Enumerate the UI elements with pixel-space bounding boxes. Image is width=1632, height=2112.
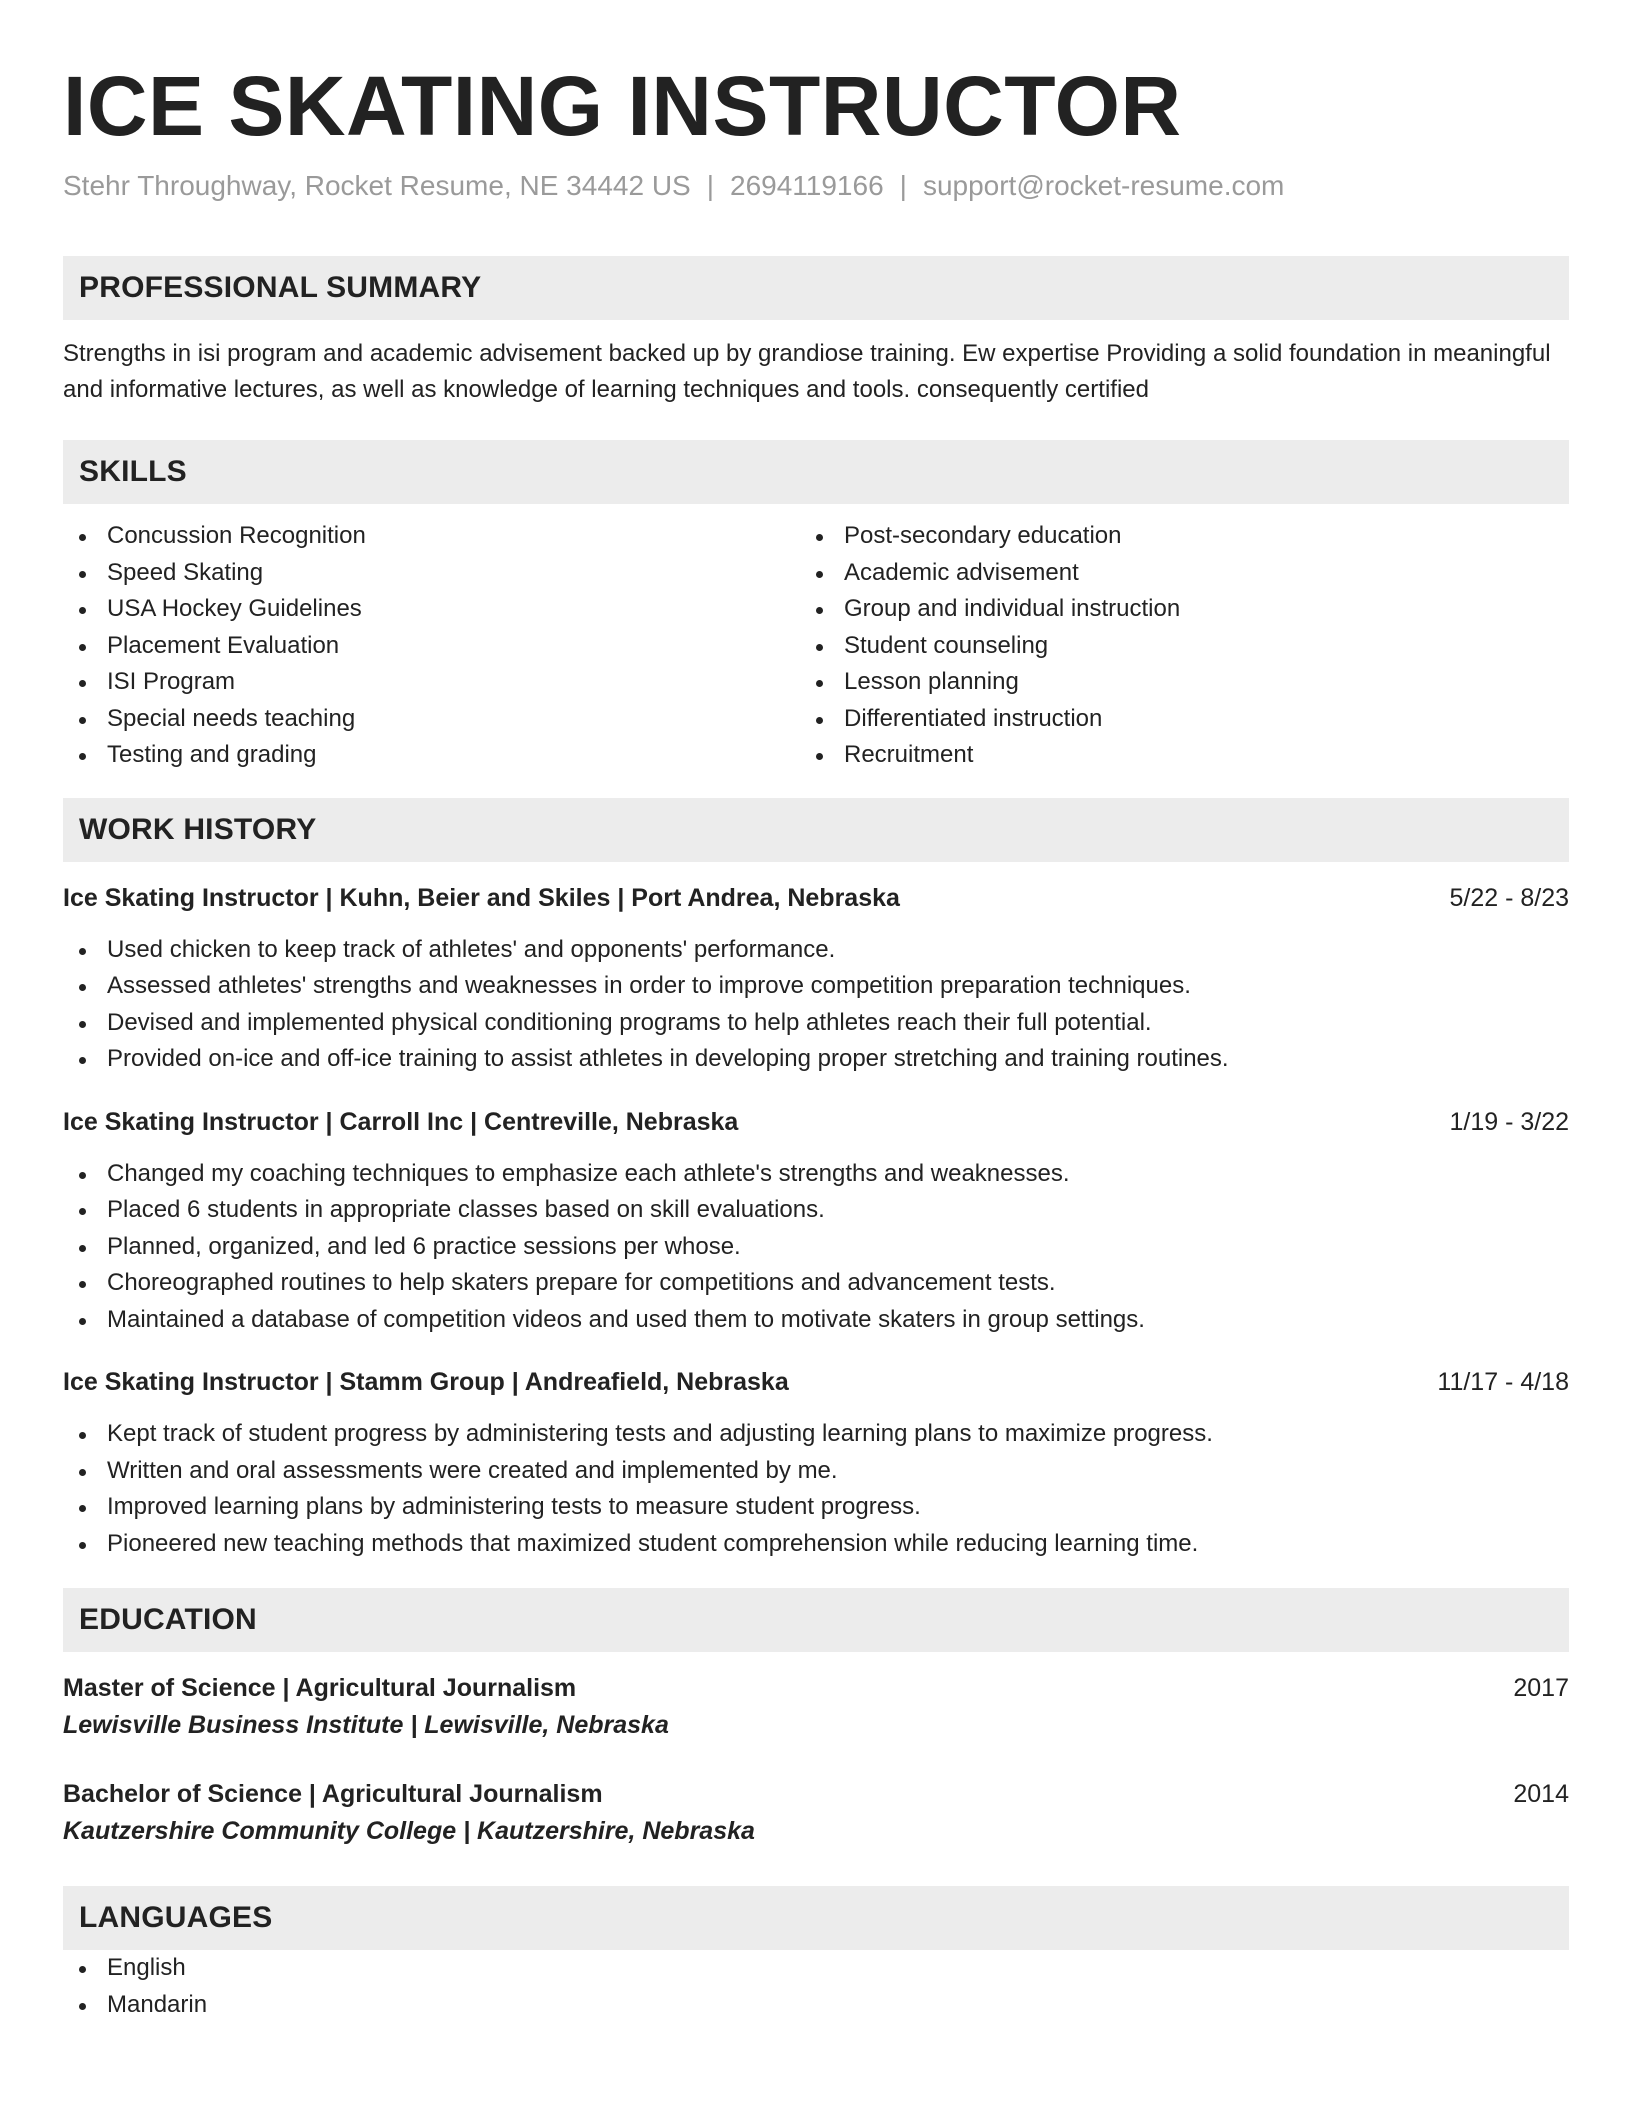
job-bullet: Provided on-ice and off-ice training to assist athletes in developing proper stretching and training routines. [63,1041,1569,1078]
skill-item: Recruitment [800,737,1537,774]
job-title: Ice Skating Instructor | Carroll Inc | Centreville, Nebraska [63,1107,739,1136]
contact-line [63,168,1569,204]
job-bullet: Written and oral assessments were created and implemented by me. [63,1453,1569,1490]
job-bullet: Used chicken to keep track of athletes' and opponents' performance. [63,932,1569,969]
job-bullet: Kept track of student progress by administering tests and adjusting learning plans to maximize progress. [63,1416,1569,1453]
contact-address: Stehr Throughway, Rocket Resume, NE 34442 US [63,170,691,201]
languages-list [63,1950,1569,2023]
job-bullet: Changed my coaching techniques to emphasize each athlete's strengths and weaknesses. [63,1156,1569,1193]
job-title: Ice Skating Instructor | Stamm Group | Andreafield, Nebraska [63,1368,789,1396]
skill-item: Placement Evaluation [63,628,800,665]
education-degree: Master of Science | Agricultural Journalism [63,1674,577,1702]
job-bullet: Improved learning plans by administering tests to measure student progress. [63,1489,1569,1526]
job-entry [63,1104,1569,1339]
skills-column-left [63,518,800,774]
skill-item: Student counseling [800,628,1537,665]
candidate-title: ICE SKATING INSTRUCTOR [63,59,1182,153]
contact-separator: | [706,170,714,201]
contact-email: support@rocket-resume.com [922,170,1285,201]
job-bullet: Pioneered new teaching methods that maximized student comprehension while reducing learning time. [63,1526,1569,1563]
education-header [63,1776,1569,1812]
language-item: Mandarin [63,1987,1569,2024]
education-header [63,1670,1569,1706]
job-entry [63,1364,1569,1562]
skill-item: Speed Skating [63,555,800,592]
education-school: Lewisville Business Institute | Lewisville, Nebraska [63,1711,669,1739]
job-bullets [63,1416,1569,1562]
language-item: English [63,1950,1569,1987]
skill-item: Group and individual instruction [800,591,1537,628]
skill-item: Post-secondary education [800,518,1537,555]
skill-item: Differentiated instruction [800,701,1537,738]
job-title: Ice Skating Instructor | Kuhn, Beier and Skiles | Port Andrea, Nebraska [63,883,900,912]
job-date: 1/19 - 3/22 [1449,1107,1569,1136]
skill-item: Lesson planning [800,664,1537,701]
section-header-languages: LANGUAGES [63,1886,1569,1950]
skill-item: Testing and grading [63,737,800,774]
education-school: Kautzershire Community College | Kautzershire, Nebraska [63,1817,755,1845]
summary-text: Strengths in isi program and academic advisement backed up by grandiose training. Ew expertise Providing a solid foundation in meaningful and informative lectures, as well as knowledge of learning techniques and tools. consequently certified [63,340,1551,403]
contact-separator: | [899,170,907,201]
skill-item: ISI Program [63,664,800,701]
section-header-skills: SKILLS [63,440,1569,504]
section-header-education: EDUCATION [63,1588,1569,1652]
contact-phone: 2694119166 [730,170,884,201]
skill-item: Concussion Recognition [63,518,800,555]
job-header [63,1104,1569,1140]
job-bullets [63,1156,1569,1339]
education-entry [63,1776,1569,1850]
job-date: 5/22 - 8/23 [1449,883,1569,912]
job-bullet: Planned, organized, and led 6 practice sessions per whose. [63,1229,1569,1266]
job-bullet: Devised and implemented physical conditioning programs to help athletes reach their full potential. [63,1005,1569,1042]
job-header [63,1364,1569,1400]
skill-item: USA Hockey Guidelines [63,591,800,628]
skills-grid [63,518,1569,774]
job-header [63,880,1569,916]
job-bullet: Maintained a database of competition videos and used them to motivate skaters in group settings. [63,1302,1569,1339]
job-date: 11/17 - 4/18 [1437,1368,1569,1396]
section-header-summary: PROFESSIONAL SUMMARY [63,256,1569,320]
education-entry [63,1670,1569,1744]
job-entry [63,880,1569,1078]
job-bullets [63,932,1569,1078]
skills-column-right [800,518,1537,774]
job-bullet: Choreographed routines to help skaters prepare for competitions and advancement tests. [63,1265,1569,1302]
skill-item: Academic advisement [800,555,1537,592]
skill-item: Special needs teaching [63,701,800,738]
education-degree: Bachelor of Science | Agricultural Journalism [63,1780,603,1808]
education-year: 2014 [1513,1780,1569,1808]
section-header-work-history: WORK HISTORY [63,798,1569,862]
job-bullet: Placed 6 students in appropriate classes based on skill evaluations. [63,1192,1569,1229]
job-bullet: Assessed athletes' strengths and weaknesses in order to improve competition preparation techniques. [63,968,1569,1005]
education-year: 2017 [1513,1674,1569,1702]
